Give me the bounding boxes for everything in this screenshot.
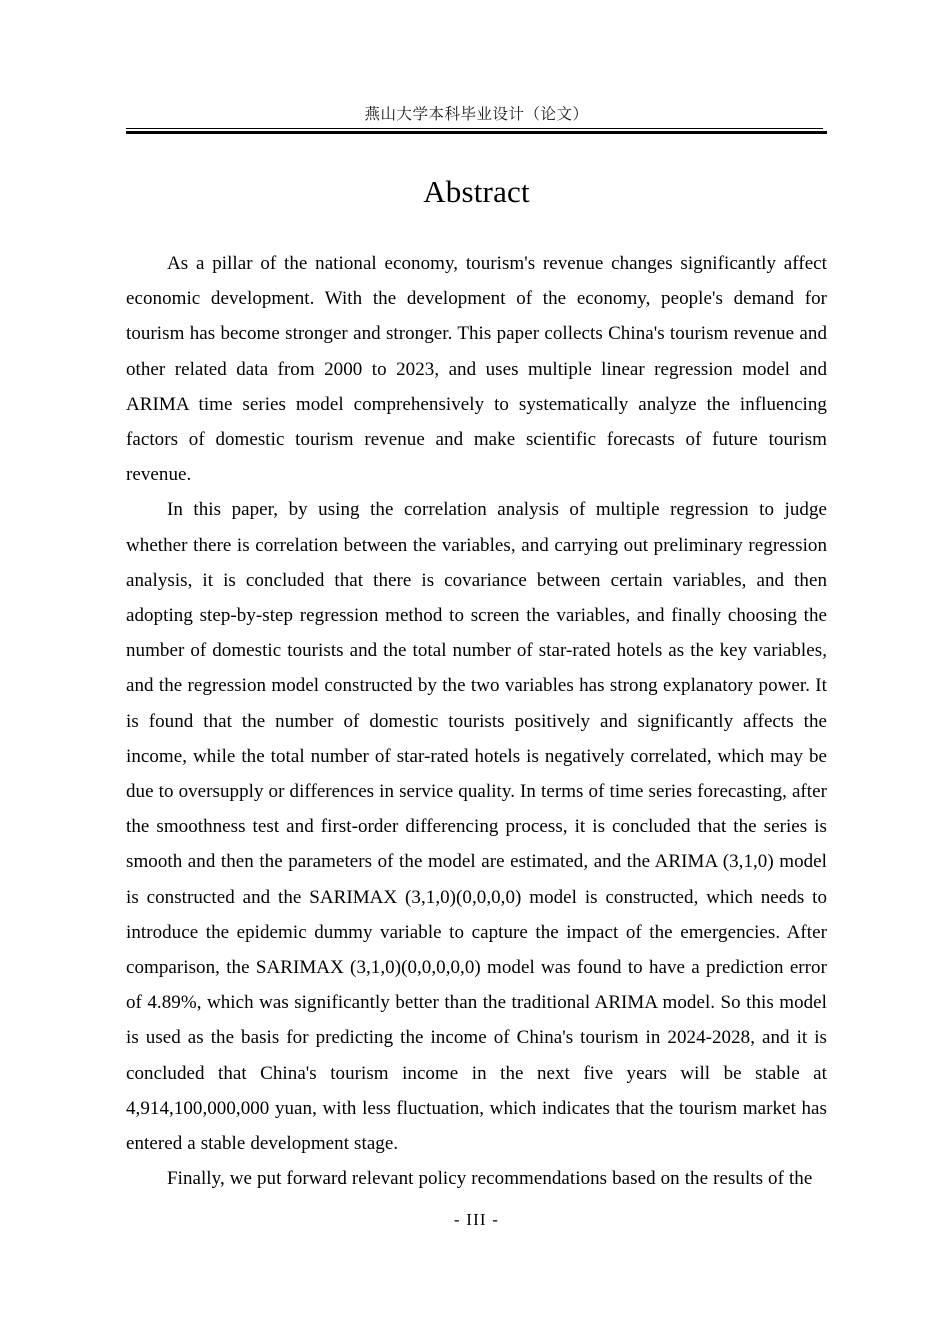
abstract-body	[126, 246, 827, 1196]
abstract-paragraph-2: In this paper, by using the correlation analysis of multiple regression to judge whether there is correlation between the variables, and carrying out preliminary regression analysis, it is concluded that there is covariance between certain variables, and then adopting step-by-step regression method to screen the variables, and finally choosing the number of domestic tourists and the total number of star-rated hotels as the key variables, and the regression model constructed by the two variables has strong explanatory power. It is found that the number of domestic tourists positively and significantly affects the income, while the total number of star-rated hotels is negatively correlated, which may be due to oversupply or differences in service quality. In terms of time series forecasting, after the smoothness test and first-order differencing process, it is concluded that the series is smooth and then the parameters of the model are estimated, and the ARIMA (3,1,0) model is constructed and the SARIMAX (3,1,0)(0,0,0,0) model is constructed, which needs to introduce the epidemic dummy variable to capture the impact of the emergencies. After comparison, the SARIMAX (3,1,0)(0,0,0,0,0) model was found to have a prediction error of 4.89%, which was significantly better than the traditional ARIMA model. So this model is used as the basis for predicting the income of China's tourism in 2024-2028, and it is concluded that China's tourism income in the next five years will be stable at 4,914,100,000,000 yuan, with less fluctuation, which indicates that the tourism market has entered a stable development stage.	[126, 499, 827, 1155]
page-title: Abstract	[423, 174, 530, 209]
page-number: - III -	[453, 1210, 500, 1229]
page-footer	[126, 1208, 827, 1232]
header-divider	[126, 128, 827, 135]
running-header-title: 燕山大学本科毕业设计（论文）	[364, 106, 589, 123]
abstract-paragraph-3: Finally, we put forward relevant policy recommendations based on the results of the	[167, 1168, 813, 1190]
header-rule-thick	[126, 131, 827, 134]
abstract-paragraph-1: As a pillar of the national economy, tourism's revenue changes significantly affect economic development. With the development of the economy, people's demand for tourism has become stronger and stronger. This paper collects China's tourism revenue and other related data from 2000 to 2023, and uses multiple linear regression model and ARIMA time series model comprehensively to systematically analyze the influencing factors of domestic tourism revenue and make scientific forecasts of future tourism revenue.	[126, 253, 827, 486]
page-header	[126, 104, 827, 135]
header-rule-thin	[126, 128, 823, 129]
